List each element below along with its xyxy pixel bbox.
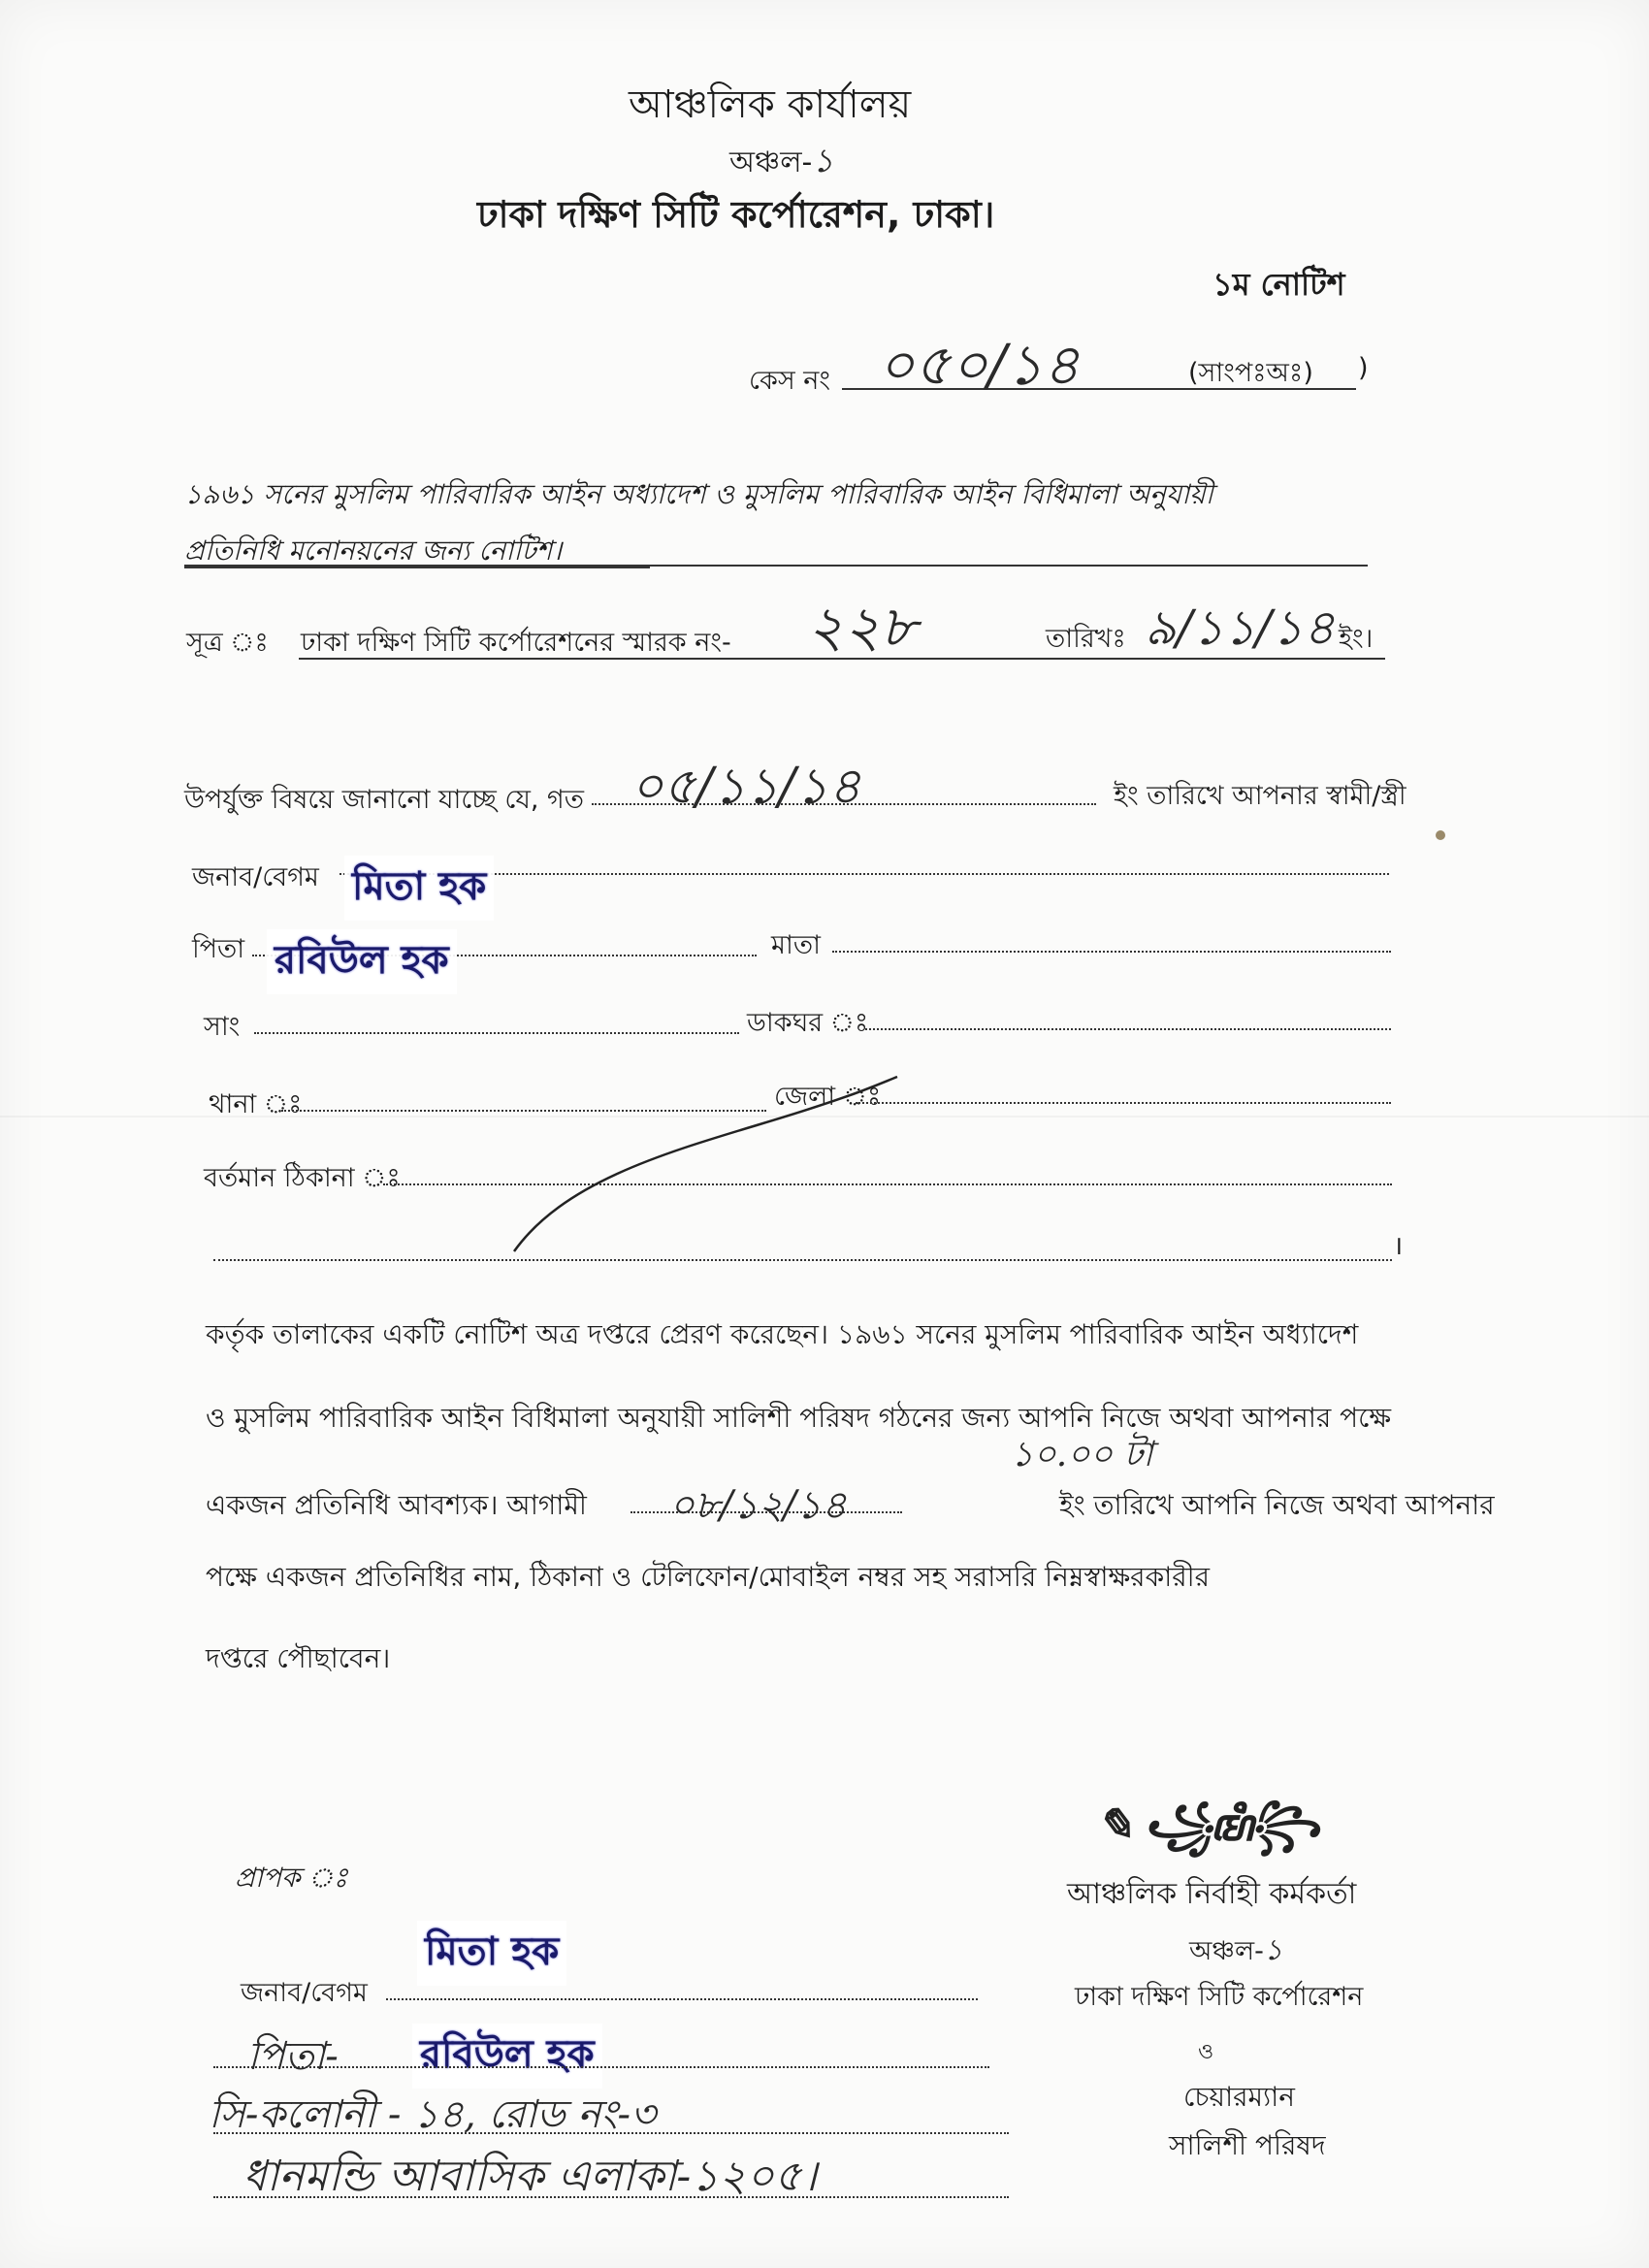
memo-number: ২২৮ <box>807 594 918 660</box>
signatory-title: আঞ্চলিক নির্বাহী কর্মকর্তা <box>1067 1877 1357 1911</box>
case-number: ০৫০/১৪ <box>878 332 1080 398</box>
post-dots <box>865 1026 1391 1030</box>
notice-type: ১ম নোটিশ <box>1212 266 1345 303</box>
signatory-zone <box>1189 1927 1282 1976</box>
reference-date-label: তারিখঃ <box>1046 624 1126 654</box>
thana-label: থানা ঃ <box>209 1089 303 1119</box>
intro-date: ০৫/১১/১৪ <box>630 758 861 816</box>
name-dots <box>340 871 1389 875</box>
district-label: জেলা ঃ <box>774 1082 882 1112</box>
recipient-name-label: জনাব/বেগম <box>241 1978 368 2008</box>
body-line-3a: একজন প্রতিনিধি আবশ্যক। আগামী <box>206 1489 587 1521</box>
case-label: কেস নং <box>749 366 830 396</box>
hearing-time: ১০.০০ টা <box>1011 1435 1153 1474</box>
body-line-1: কর্তৃক তালাকের একটি নোটিশ অত্র দপ্তরে প্রেরণ করেছেন। ১৯৬১ সনের মুসলিম পারিবারিক আইন অধ্যাদেশ <box>206 1318 1359 1350</box>
recipient-address-1: সি-কলোনী - ১৪, রোড নং-৩ <box>209 2092 657 2137</box>
recipient-address-dots-1 <box>213 2130 1009 2134</box>
cancellation-stroke <box>504 1067 912 1261</box>
subject-line-1: ১৯৬১ সনের মুসলিম পারিবারিক আইন অধ্যাদেশ ও মুসলিম পারিবারিক আইন বিধিমালা অনুযায়ী <box>184 478 1213 510</box>
reference-label: সূত্র ঃ <box>186 628 269 658</box>
signatory-zone-number: ১ <box>1263 1933 1283 1967</box>
recipient-father: রবিউল হক <box>412 2024 602 2089</box>
address-label: বর্তমান ঠিকানা ঃ <box>204 1163 401 1193</box>
name-value: মিতা হক <box>344 856 494 921</box>
reference-underline <box>299 656 1385 660</box>
body-line-5: দপ্তরে পৌছাবেন। <box>206 1642 391 1674</box>
hearing-date: ০৮/১২/১৪ <box>669 1483 847 1528</box>
signatory-council: সালিশী পরিষদ <box>1169 2129 1326 2161</box>
father-label: পিতা <box>192 934 245 964</box>
reference-date-suffix: ইং। <box>1339 624 1374 654</box>
body-line-3b: ইং তারিখে আপনি নিজে অথবা আপনার <box>1059 1489 1495 1521</box>
recipient-address-2: ধানমন্ডি আবাসিক এলাকা-১২০৫। <box>242 2152 818 2201</box>
signatory-and: ও <box>1198 2040 1214 2064</box>
subject-line-2: প্রতিনিধি মনোনয়নের জন্য নোটিশ। <box>184 535 563 567</box>
corporation-title: ঢাকা দক্ষিণ সিটি কর্পোরেশন, ঢাকা। <box>477 193 995 236</box>
subject-underline-2 <box>184 565 650 568</box>
address-end: । <box>1393 1231 1404 1261</box>
intro-end: ইং তারিখে আপনার স্বামী/স্ত্রী <box>1114 781 1406 811</box>
zone-line <box>729 136 833 191</box>
post-label: ডাকঘর ঃ <box>747 1008 869 1038</box>
recipient-label: প্রাপক ঃ <box>235 1862 348 1894</box>
zone-number: ১ <box>812 142 834 180</box>
signatory-corporation: ঢাকা দক্ষিণ সিটি কর্পোরেশন <box>1075 1982 1364 2012</box>
body-line-2: ও মুসলিম পারিবারিক আইন বিধিমালা অনুযায়ী সালিশী পরিষদ গঠনের জন্য আপনি নিজে অথবা আপনার পক্ষে <box>206 1402 1392 1434</box>
reference-date-value: ৯/১১/১৪ <box>1145 599 1335 656</box>
officer-signature: ✎ ꧁ꦩꦶ꧂ <box>1096 1798 1317 1851</box>
case-suffix: (সাংপঃঅঃ) <box>1188 358 1313 388</box>
reference-text: ঢাকা দক্ষিণ সিটি কর্পোরেশনের স্মারক নং- <box>301 628 731 658</box>
intro-text: উপর্যুক্ত বিষয়ে জানানো যাচ্ছে যে, গত <box>184 785 585 815</box>
zone-label: অঞ্চল- <box>729 146 813 179</box>
case-close: ) <box>1358 353 1369 383</box>
office-title: আঞ্চলিক কার্যালয় <box>629 82 912 127</box>
recipient-father-dots <box>213 2064 989 2068</box>
body-line-4: পক্ষে একজন প্রতিনিধির নাম, ঠিকানা ও টেলিফোন/মোবাইল নম্বর সহ সরাসরি নিম্নস্বাক্ষরকারীর <box>206 1561 1211 1593</box>
recipient-name-dots <box>386 1996 978 2000</box>
paper-spot <box>1436 830 1445 840</box>
mother-dots <box>832 949 1391 953</box>
recipient-name: মিতা হক <box>417 1921 566 1986</box>
name-label: জনাব/বেগম <box>192 862 319 892</box>
village-label: সাং <box>204 1012 241 1042</box>
village-dots <box>254 1030 739 1034</box>
signatory-chairman: চেয়ারম্যান <box>1183 2081 1295 2113</box>
district-dots <box>856 1100 1391 1104</box>
signatory-zone-label: অঞ্চল- <box>1189 1936 1264 1966</box>
recipient-father-prefix: পিতা- <box>247 2034 339 2079</box>
recipient-address-dots-2 <box>213 2194 1009 2198</box>
mother-label: মাতা <box>771 930 821 960</box>
father-value: রবিউল হক <box>267 929 457 994</box>
